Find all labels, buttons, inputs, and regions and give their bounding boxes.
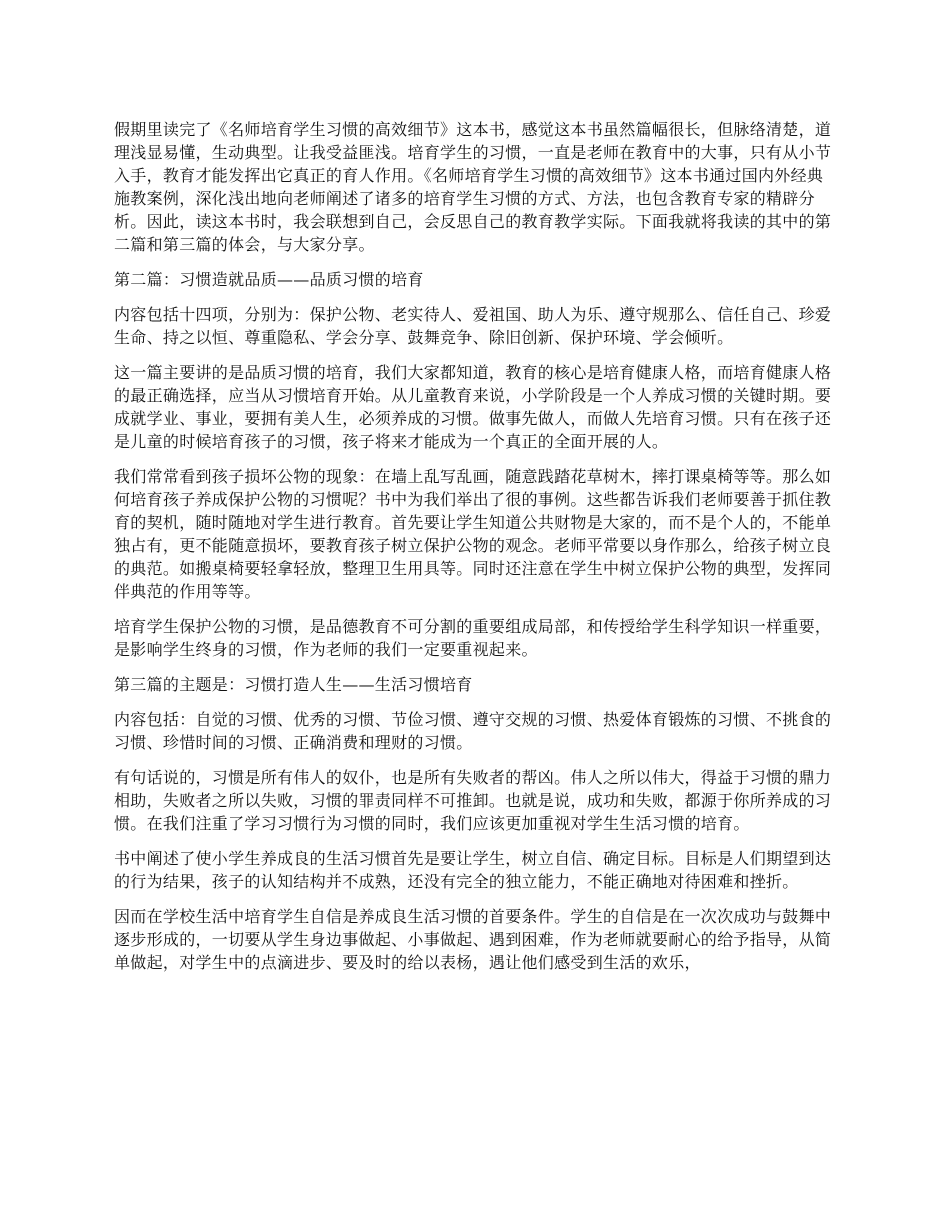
section-two-contents-paragraph: 内容包括十四项，分别为：保护公物、老实待人、爱祖国、助人为乐、遵守规那么、信任自己、珍爱生命、持之以恒、尊重隐私、学会分享、鼓舞竞争、除旧创新、保护环境、学会倾听。 xyxy=(114,305,832,347)
section-three-contents-paragraph: 内容包括：自觉的习惯、优秀的习惯、节俭习惯、遵守交规的习惯、热爱体育锻炼的习惯、不挑食的习惯、珍惜时间的习惯、正确消费和理财的习惯。 xyxy=(114,710,832,752)
quality-habit-paragraph: 这一篇主要讲的是品质习惯的培育，我们大家都知道，教育的核心是培育健康人格，而培育健康人格的最正确选择，应当从习惯培育开始。从儿童教育来说，小学阶段是一个人养成习惯的关键时期。要成就学业、事业，要拥有美人生，必须养成的习惯。做事先做人，而做人先培育习惯。只有在孩子还是儿童的时候培育孩子的习惯，孩子将来才能成为一个真正的全面开展的人。 xyxy=(114,363,832,451)
protect-property-summary-paragraph: 培育学生保护公物的习惯，是品德教育不可分割的重要组成局部，和传授给学生科学知识一样重要，是影响学生终身的习惯，作为老师的我们一定要重视起来。 xyxy=(114,617,832,659)
section-three-heading: 第三篇的主题是：习惯打造人生——生活习惯培育 xyxy=(114,675,473,694)
intro-paragraph: 假期里读完了《名师培育学生习惯的高效细节》这本书，感觉这本书虽然篇幅很长，但脉络清楚，道理浅显易懂，生动典型。让我受益匪浅。培育学生的习惯，一直是老师在教育中的大事，只有从小节入手，教育才能发挥出它真正的育人作用。《名师培育学生习惯的高效细节》这本书通过国内外经典施教案例，深化浅出地向老师阐述了诸多的培育学生习惯的方式、方法，也包含教育专家的精辟分析。因此，读这本书时，我会联想到自己，会反思自己的教育教学实际。下面我就将我读的其中的第二篇和第三篇的体会，与大家分享。 xyxy=(114,120,832,254)
public-property-paragraph: 我们常常看到孩子损坏公物的现象：在墙上乱写乱画，随意践踏花草树木，摔打课桌椅等等。那么如何培育孩子养成保护公物的习惯呢？书中为我们举出了很的事例。这些都告诉我们老师要善于抓住教育的契机，随时随地对学生进行教育。首先要让学生知道公共财物是大家的，而不是个人的，不能单独占有，更不能随意损坏，要教育孩子树立保护公物的观念。老师平常要以身作那么，给孩子树立良的典范。如搬桌椅要轻拿轻放，整理卫生用具等。同时还注意在学生中树立保护公物的典型，发挥同伴典范的作用等等。 xyxy=(114,467,832,601)
section-two-heading: 第二篇：习惯造就品质——品质习惯的培育 xyxy=(114,270,424,289)
habit-quote-paragraph: 有句话说的，习惯是所有伟人的奴仆，也是所有失败者的帮凶。伟人之所以伟大，得益于习惯的鼎力相助，失败者之所以失败，习惯的罪责同样不可推卸。也就是说，成功和失败，都源于你所养成的习惯。在我们注重了学习习惯行为习惯的同时，我们应该更加重视对学生生活习惯的培育。 xyxy=(114,768,832,833)
confidence-goal-paragraph: 书中阐述了使小学生养成良的生活习惯首先是要让学生，树立自信、确定目标。目标是人们期望到达的行为结果，孩子的认知结构并不成熟，还没有完全的独立能力，不能正确地对待困难和挫折。 xyxy=(114,849,832,891)
school-confidence-paragraph: 因而在学校生活中培育学生自信是养成良生活习惯的首要条件。学生的自信是在一次次成功与鼓舞中逐步形成的，一切要从学生身边事做起、小事做起、遇到困难，作为老师就要耐心的给予指导，从简单做起，对学生中的点滴进步、要及时的给以表杨，遇让他们感受到生活的欢乐， xyxy=(114,907,832,972)
